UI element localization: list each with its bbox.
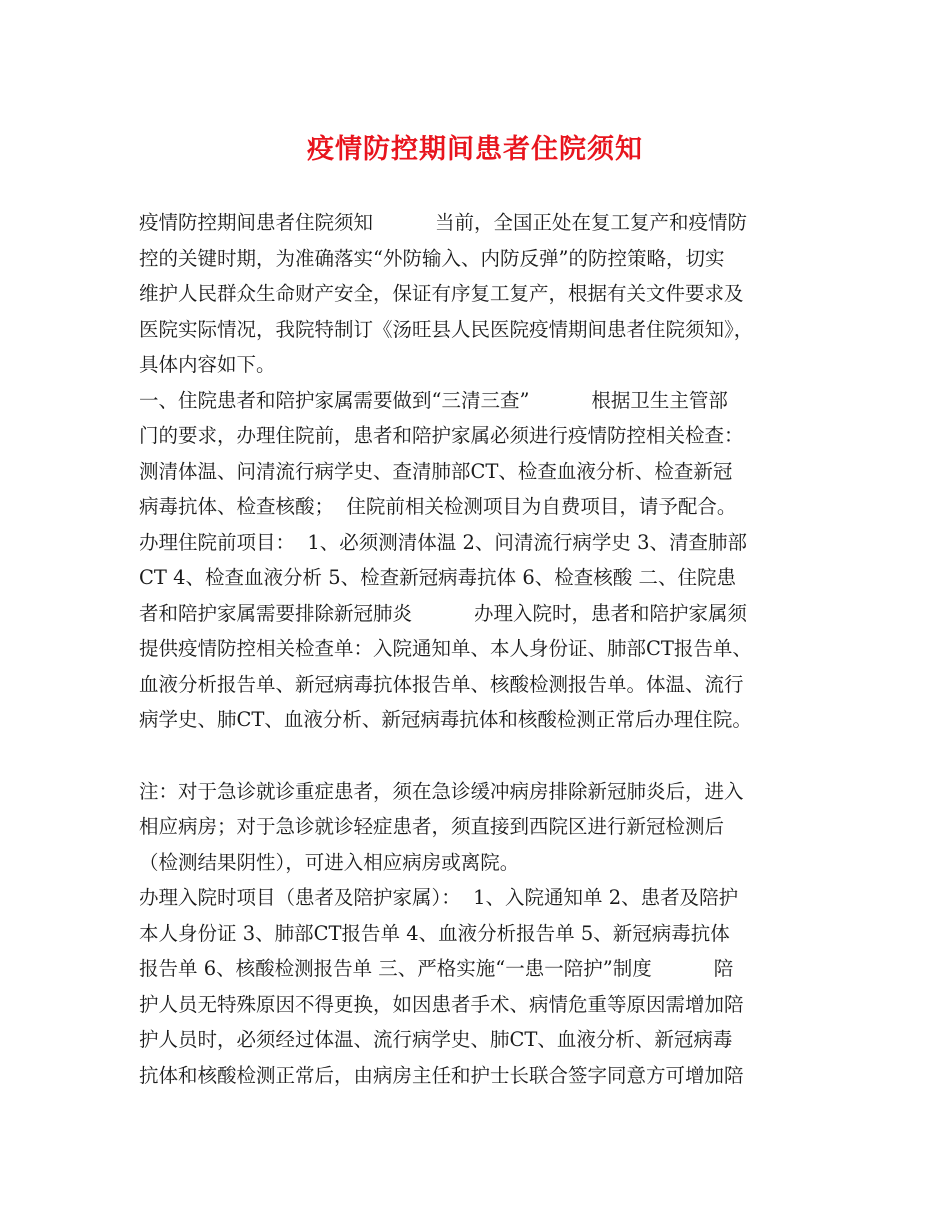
body-line: 者和陪护家属需要排除新冠肺炎 办理入院时，患者和陪护家属须 xyxy=(139,601,747,625)
body-line: 本人身份证 3、肺部CT报告单 4、血液分析报告单 5、新冠病毒抗体 xyxy=(139,921,730,945)
body-line: 抗体和核酸检测正常后，由病房主任和护士长联合签字同意方可增加陪 xyxy=(139,1063,744,1087)
body-line: 血液分析报告单、新冠病毒抗体报告单、核酸检测报告单。体温、流行 xyxy=(139,672,744,696)
body-line: 办理住院前项目： 1、必须测清体温 2、问清流行病学史 3、清查肺部 xyxy=(139,530,748,554)
body-line: 测清体温、问清流行病学史、查清肺部CT、检查血液分析、检查新冠 xyxy=(139,459,733,483)
body-line: 控的关键时期，为准确落实“外防输入、内防反弹”的防控策略，切实 xyxy=(139,246,725,270)
document-title: 疫情防控期间患者住院须知 xyxy=(307,134,643,165)
document-body xyxy=(139,205,819,1093)
body-line: CT 4、检查血液分析 5、检查新冠病毒抗体 6、检查核酸 二、住院患 xyxy=(139,566,736,589)
paragraph-gap xyxy=(139,738,819,774)
body-line: 相应病房；对于急诊就诊轻症患者，须直接到西院区进行新冠检测后 xyxy=(139,815,725,838)
body-line: 门的要求，办理住院前，患者和陪护家属必须进行疫情防控相关检查： xyxy=(139,424,744,447)
body-line: 提供疫情防控相关检查单：入院通知单、本人身份证、肺部CT报告单、 xyxy=(139,637,752,660)
body-line: 具体内容如下。 xyxy=(139,353,276,376)
body-line: 病毒抗体、检查核酸； 住院前相关检测项目为自费项目，请予配合。 xyxy=(139,495,737,518)
body-line: （检测结果阴性），可进入相应病房或离院。 xyxy=(139,850,520,874)
body-line: 一、住院患者和陪护家属需要做到“三清三查” 根据卫生主管部 xyxy=(139,388,728,412)
body-line: 疫情防控期间患者住院须知 当前，全国正处在复工复产和疫情防 xyxy=(139,211,747,234)
body-line: 护人员时，必须经过体温、流行病学史、肺CT、血液分析、新冠病毒 xyxy=(139,1028,733,1051)
body-line: 维护人民群众生命财产安全，保证有序复工复产，根据有关文件要求及 xyxy=(139,282,744,305)
body-line: 病学史、肺CT、血液分析、新冠病毒抗体和核酸检测正常后办理住院。 xyxy=(139,708,752,731)
body-line: 办理入院时项目（患者及陪护家属）： 1、入院通知单 2、患者及陪护 xyxy=(139,886,739,909)
body-line: 注：对于急诊就诊重症患者，须在急诊缓冲病房排除新冠肺炎后，进入 xyxy=(139,779,744,803)
body-line: 护人员无特殊原因不得更换，如因患者手术、病情危重等原因需增加陪 xyxy=(139,992,744,1016)
body-line: 报告单 6、核酸检测报告单 三、严格实施“一患一陪护”制度 陪 xyxy=(139,957,734,980)
body-line: 医院实际情况，我院特制订《汤旺县人民医院疫情期间患者住院须知》， xyxy=(139,317,754,341)
